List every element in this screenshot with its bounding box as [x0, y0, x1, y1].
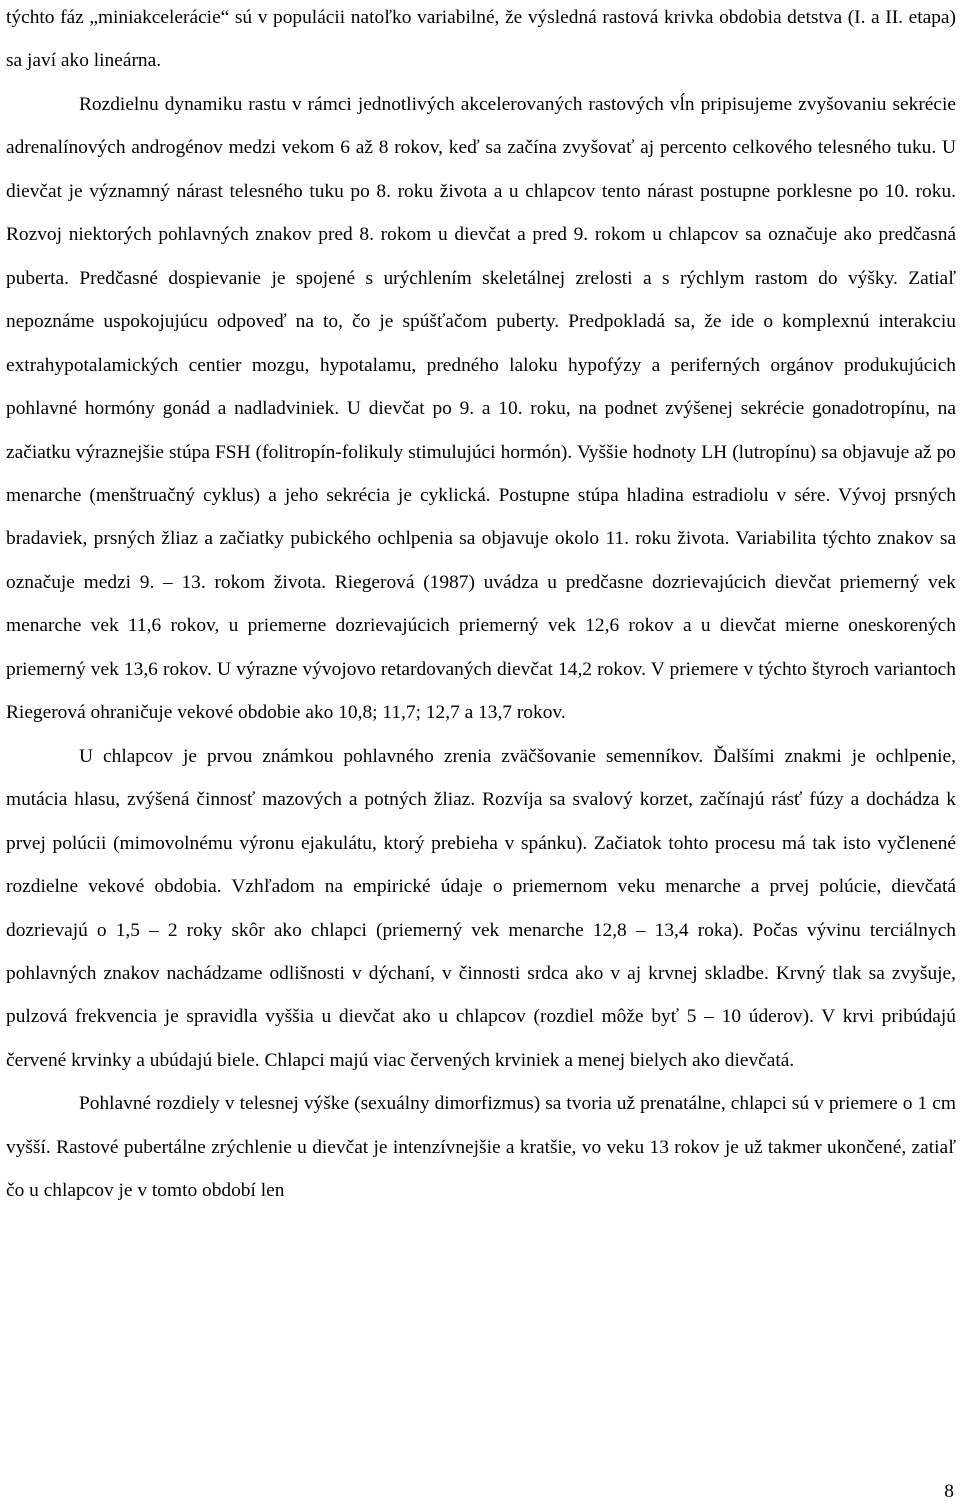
- document-page: [6, 0, 956, 1213]
- paragraph-1: týchto fáz „miniakcelerácie“ sú v populácii natoľko variabilné, že výsledná rastová krivka obdobia detstva (I. a II. etapa) sa javí ako lineárna.: [6, 7, 956, 72]
- page-number: 8: [944, 1481, 954, 1502]
- paragraph-3: U chlapcov je prvou známkou pohlavného zrenia zväčšovanie semenníkov. Ďalšími znakmi je ochlpenie, mutácia hlasu, zvýšená činnosť mazových a potných žliaz. Rozvíja sa svalový korzet, začínajú rásť fúzy a dochádza k prvej polúcii (mimovolnému výronu ejakulátu, ktorý prebieha v spánku). Začiatok tohto procesu má tak isto vyčlenené rozdielne vekové obdobia. Vzhľadom na empirické údaje o priemernom veku menarche a prvej polúcie, dievčatá dozrievajú o 1,5 – 2 roky skôr ako chlapci (priemerný vek menarche 12,8 – 13,4 roka). Počas vývinu terciálnych pohlavných znakov nachádzame odlišnosti v dýchaní, v činnosti srdca ako v aj krvnej skladbe. Krvný tlak sa zvyšuje, pulzová frekvencia je spravidla vyššia u dievčat ako u chlapcov (rozdiel môže byť 5 – 10 úderov). V krvi pribúdajú červené krvinky a ubúdajú biele. Chlapci majú viac červených krviniek a menej bielych ako dievčatá.: [6, 745, 956, 1071]
- paragraph-2: Rozdielnu dynamiku rastu v rámci jednotlivých akcelerovaných rastových vĺn pripisujeme zvyšovaniu sekrécie adrenalínových androgénov medzi vekom 6 až 8 rokov, keď sa začína zvyšovať aj percento celkového telesného tuku. U dievčat je významný nárast telesného tuku po 8. roku života a u chlapcov tento nárast postupne porklesne po 10. roku. Rozvoj niektorých pohlavných znakov pred 8. rokom u dievčat a pred 9. rokom u chlapcov sa označuje ako predčasná puberta. Predčasné dospievanie je spojené s urýchlením skeletálnej zrelosti a s rýchlym rastom do výšky. Zatiaľ nepoznáme uspokojujúcu odpoveď na to, čo je spúšťačom puberty. Predpokladá sa, že ide o komplexnú interakciu extrahypotalamických centier mozgu, hypotalamu, predného laloku hypofýzy a periferných orgánov produkujúcich pohlavné hormóny gonád a nadladviniek. U dievčat po 9. a 10. roku, na podnet zvýšenej sekrécie gonadotropínu, na začiatku výraznejšie stúpa FSH (folitropín-folikuly stimulujúci hormón). Vyššie hodnoty LH (lutropínu) sa objavuje až po menarche (menštruačný cyklus) a jeho sekrécia je cyklická. Postupne stúpa hladina estradiolu v sére. Vývoj prsných bradaviek, prsných žliaz a začiatky pubického ochlpenia sa objavuje okolo 11. roku života. Variabilita týchto znakov sa označuje medzi 9. – 13. rokom života. Riegerová (1987) uvádza u predčasne dozrievajúcich dievčat priemerný vek menarche vek 11,6 rokov, u priemerne dozrievajúcich priemerný vek 12,6 rokov a u dievčat mierne oneskorených priemerný vek 13,6 rokov. U výrazne vývojovo retardovaných dievčat 14,2 rokov. V priemere v týchto štyroch variantoch Riegerová ohraničuje vekové obdobie ako 10,8; 11,7; 12,7 a 13,7 rokov.: [6, 93, 956, 724]
- paragraph-4: Pohlavné rozdiely v telesnej výške (sexuálny dimorfizmus) sa tvoria už prenatálne, chlapci sú v priemere o 1 cm vyšší. Rastové pubertálne zrýchlenie u dievčat je intenzívnejšie a kratšie, vo veku 13 rokov je už takmer ukončené, zatiaľ čo u chlapcov je v tomto období len: [6, 1093, 956, 1202]
